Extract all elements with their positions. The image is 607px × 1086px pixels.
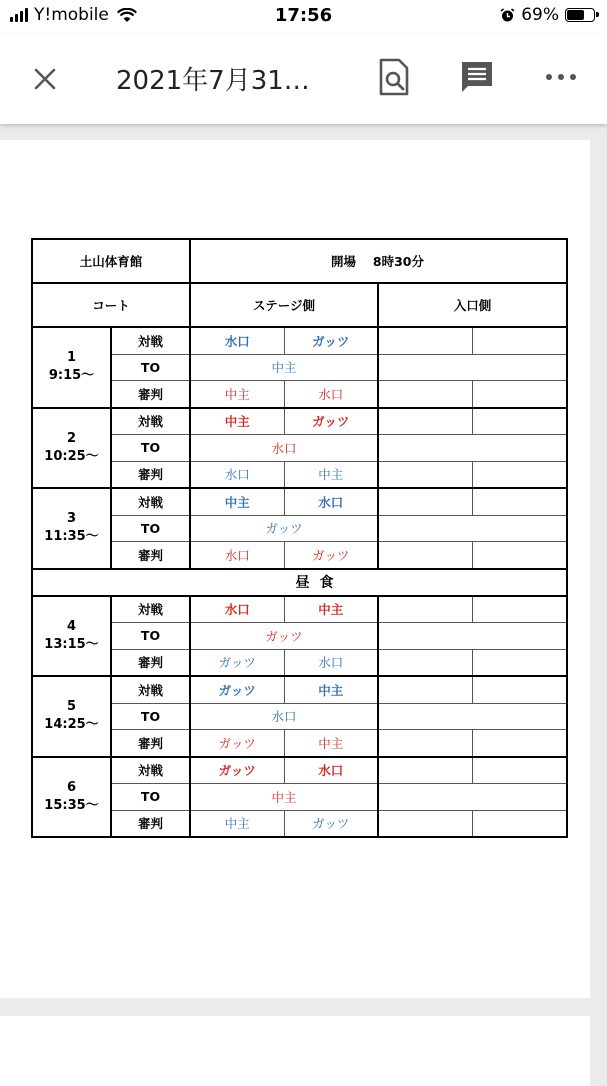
to-label: TO — [111, 703, 190, 730]
to-team: ガッツ — [190, 515, 378, 542]
close-icon[interactable] — [28, 62, 62, 96]
match-team-b: ガッツ — [284, 408, 378, 435]
entrance-cell — [378, 730, 472, 757]
entrance-cell — [378, 810, 472, 837]
status-time: 17:56 — [274, 5, 333, 26]
to-team: 中主 — [190, 784, 378, 811]
entrance-cell — [472, 596, 567, 623]
court-start-time: 14:25～ — [44, 717, 99, 733]
to-label: TO — [111, 354, 190, 381]
to-team: ガッツ — [190, 623, 378, 650]
entrance-cell — [472, 408, 567, 435]
match-label: 対戦 — [111, 757, 190, 784]
to-team: 水口 — [190, 703, 378, 730]
court-start-time: 11:35～ — [44, 529, 99, 545]
status-bar — [0, 0, 607, 34]
court-number: 6 — [66, 779, 77, 795]
entrance-cell — [378, 784, 567, 811]
referee-team-a: 中主 — [190, 810, 284, 837]
referee-team-a: 水口 — [190, 542, 284, 569]
court-slot-cell — [32, 596, 111, 677]
entrance-cell — [378, 488, 472, 515]
opening-cell: 開場 8時30分 — [190, 239, 567, 283]
entrance-cell — [378, 381, 472, 408]
stage-side-header: ステージ側 — [190, 283, 378, 327]
referee-label: 審判 — [111, 730, 190, 757]
court-number: 1 — [66, 350, 77, 366]
entrance-cell — [378, 327, 472, 354]
court-start-time: 9:15～ — [48, 368, 95, 384]
entrance-cell — [472, 488, 567, 515]
comment-icon[interactable] — [460, 60, 494, 94]
court-start-time: 13:15～ — [44, 636, 99, 652]
referee-team-b: 水口 — [284, 649, 378, 676]
lunch-row: 昼食 — [32, 569, 567, 596]
match-label: 対戦 — [111, 488, 190, 515]
entrance-cell — [378, 408, 472, 435]
referee-team-b: ガッツ — [284, 542, 378, 569]
court-slot-cell — [32, 488, 111, 569]
entrance-cell — [472, 676, 567, 703]
venue-cell: 土山体育館 — [32, 239, 190, 283]
to-label: TO — [111, 784, 190, 811]
court-slot-cell — [32, 676, 111, 757]
match-label: 対戦 — [111, 596, 190, 623]
entrance-cell — [472, 649, 567, 676]
match-label: 対戦 — [111, 327, 190, 354]
entrance-cell — [378, 757, 472, 784]
referee-label: 審判 — [111, 461, 190, 488]
entrance-cell — [472, 757, 567, 784]
referee-team-a: 中主 — [190, 381, 284, 408]
match-team-b: ガッツ — [284, 327, 378, 354]
find-in-document-icon[interactable] — [378, 58, 410, 96]
court-header: コート — [32, 283, 190, 327]
court-number: 2 — [66, 430, 77, 446]
referee-label: 審判 — [111, 810, 190, 837]
to-label: TO — [111, 515, 190, 542]
battery-icon — [565, 8, 595, 22]
app-bar — [0, 34, 607, 124]
battery-percent: 69% — [521, 5, 559, 25]
entrance-cell — [472, 730, 567, 757]
match-team-b: 水口 — [284, 757, 378, 784]
next-document-page[interactable] — [0, 1016, 590, 1086]
alarm-icon — [500, 8, 515, 23]
court-number: 3 — [66, 511, 77, 527]
court-slot-cell — [32, 757, 111, 838]
document-title: 2021年7月31… — [116, 66, 310, 96]
status-right-group — [500, 5, 595, 25]
entrance-cell — [472, 810, 567, 837]
entrance-cell — [472, 381, 567, 408]
referee-team-a: ガッツ — [190, 649, 284, 676]
match-team-a: 中主 — [190, 488, 284, 515]
match-team-a: 水口 — [190, 327, 284, 354]
schedule-table — [31, 238, 568, 838]
entrance-cell — [378, 435, 567, 462]
match-team-a: ガッツ — [190, 757, 284, 784]
entrance-side-header: 入口側 — [378, 283, 567, 327]
referee-team-b: ガッツ — [284, 810, 378, 837]
match-team-a: 水口 — [190, 596, 284, 623]
court-slot-cell — [32, 327, 111, 408]
to-team: 中主 — [190, 354, 378, 381]
entrance-cell — [378, 354, 567, 381]
carrier-name: Y!mobile — [34, 5, 109, 25]
court-number: 4 — [66, 618, 77, 634]
to-team: 水口 — [190, 435, 378, 462]
entrance-cell — [378, 515, 567, 542]
entrance-cell — [472, 327, 567, 354]
entrance-cell — [378, 676, 472, 703]
match-team-b: 中主 — [284, 596, 378, 623]
referee-team-b: 中主 — [284, 730, 378, 757]
match-label: 対戦 — [111, 676, 190, 703]
entrance-cell — [472, 542, 567, 569]
referee-team-b: 中主 — [284, 461, 378, 488]
match-team-a: 中主 — [190, 408, 284, 435]
entrance-cell — [378, 542, 472, 569]
entrance-cell — [378, 461, 472, 488]
document-page[interactable] — [0, 140, 590, 998]
match-team-a: ガッツ — [190, 676, 284, 703]
entrance-cell — [378, 623, 567, 650]
to-label: TO — [111, 623, 190, 650]
entrance-cell — [378, 649, 472, 676]
referee-team-a: 水口 — [190, 461, 284, 488]
entrance-cell — [378, 596, 472, 623]
court-start-time: 10:25～ — [44, 448, 99, 464]
referee-team-b: 水口 — [284, 381, 378, 408]
entrance-cell — [472, 461, 567, 488]
match-team-b: 中主 — [284, 676, 378, 703]
referee-label: 審判 — [111, 649, 190, 676]
court-start-time: 15:35～ — [44, 797, 99, 813]
entrance-cell — [378, 703, 567, 730]
court-number: 5 — [66, 699, 77, 715]
to-label: TO — [111, 435, 190, 462]
match-team-b: 水口 — [284, 488, 378, 515]
more-options-icon[interactable] — [545, 72, 577, 82]
referee-label: 審判 — [111, 381, 190, 408]
referee-team-a: ガッツ — [190, 730, 284, 757]
match-label: 対戦 — [111, 408, 190, 435]
court-slot-cell — [32, 408, 111, 489]
referee-label: 審判 — [111, 542, 190, 569]
